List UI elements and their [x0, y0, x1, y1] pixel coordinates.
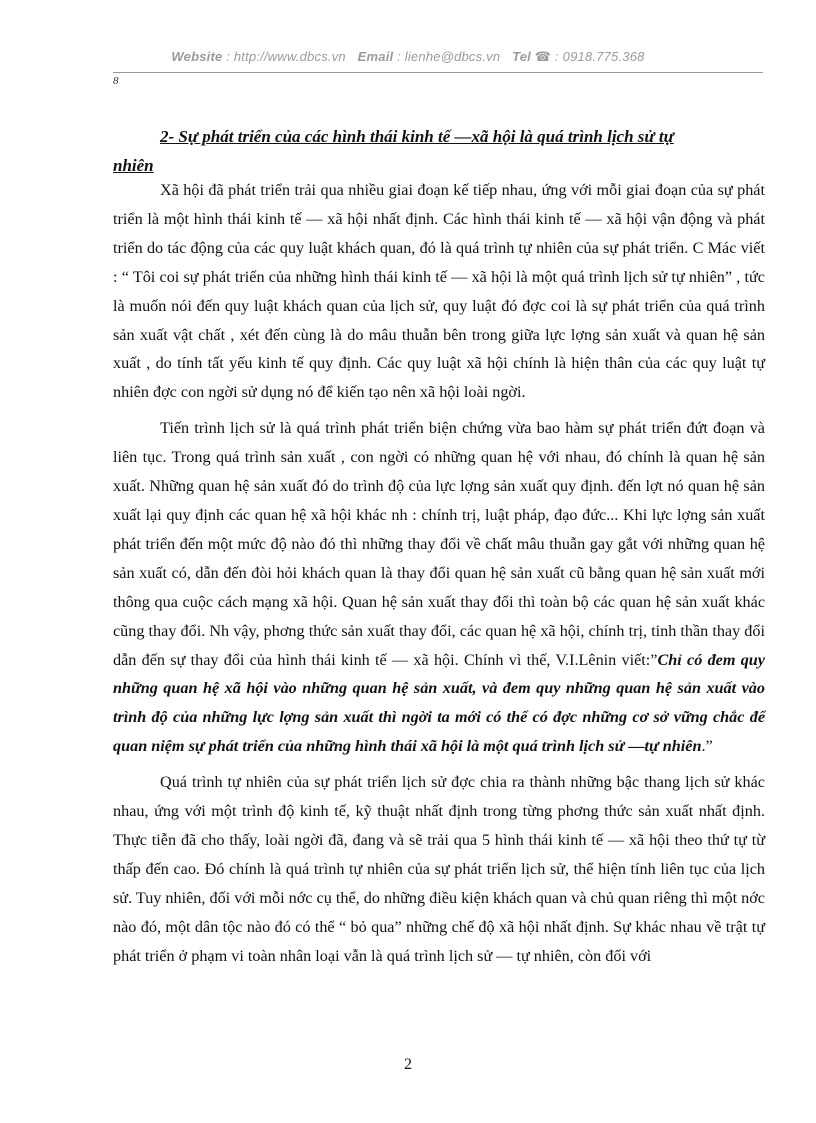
tel-label: Tel ☎ [512, 49, 552, 64]
paragraph-3: Quá trình tự nhiên của sự phát triển lịch sử đợc chia ra thành những bậc thang lịch sử khác nhau, ứng với một trình độ kinh tế, kỹ thuật nhất định trong từng phơng thức sản xuất nhất định. Thực tiễn đã cho thấy, loài ngời đã, đang và sẽ trải qua 5 hình thái kinh tế — xã hội theo thứ tự từ thấp đến cao. Đó chính là quá trình tự nhiên của sự phát triển lịch sử, thể hiện tính liên tục của lịch sử. Tuy nhiên, đối với mỗi nớc cụ thể, do những điều kiện khách quan và chủ quan riêng thì một nớc nào đó, một dân tộc nào đó có thể “ bỏ qua” những chế độ xã hội nhất định. Sự khác nhau về trật tự phát triển ở phạm vi toàn nhân loại vẫn là quá trình lịch sử — tự nhiên, còn đối với [113, 773, 765, 965]
heading-line-1: 2- Sự phát triển của các hình thái kinh tế —xã hội là quá trình lịch sử tự [160, 127, 674, 146]
header-divider [113, 72, 763, 73]
document-body [113, 176, 765, 970]
website-label: Website [171, 49, 223, 64]
tel-value: : 0918.775.368 [555, 49, 645, 64]
email-label: Email [357, 49, 394, 64]
heading-line-2: nhiên [113, 156, 154, 175]
website-value: : http://www.dbcs.vn [226, 49, 346, 64]
page-number: 2 [404, 1056, 412, 1073]
top-page-mark: 8 [113, 75, 119, 87]
quote-end: .” [701, 737, 713, 756]
paragraph-2 [113, 414, 765, 761]
section-heading [113, 122, 765, 180]
document-header [0, 49, 816, 65]
paragraph-2-text: Tiến trình lịch sử là quá trình phát triển biện chứng vừa bao hàm sự phát triển đứt đoạn và liên tục. Trong quá trình sản xuất , con ngời có những quan hệ với nhau, đó chính là quan hệ sản xuất. Những quan hệ sản xuất đó do trình độ của lực lợng sản xuất quy định. đến lợt nó quan hệ sản xuất lại quy định các quan hệ xã hội khác nh : chính trị, luật pháp, đạo đức... Khi lực lợng sản xuất phát triển đến một mức độ nào đó thì những thay đổi về chất mâu thuẫn gay gắt với những quan hệ sản xuất có, dẫn đến đòi hỏi khách quan là thay đổi quan hệ sản xuất cũ bằng quan hệ sản xuất mới thông qua cuộc cách mạng xã hội. Quan hệ sản xuất thay đổi thì toàn bộ các quan hệ sản xuất khác cũng thay đổi. Nh vậy, phơng thức sản xuất thay đổi, các quan hệ xã hội, chính trị, tinh thần thay đổi dẫn đến sự thay đổi của hình thái kinh tế — xã hội. Chính vì thế, V.I.Lênin viết:” [113, 419, 765, 669]
paragraph-1: Xã hội đã phát triển trải qua nhiều giai đoạn kế tiếp nhau, ứng với mỗi giai đoạn của sự phát triển là một hình thái kinh tế — xã hội nhất định. Các hình thái kinh tế — xã hội vận động và phát triển do tác động của các quy luật khách quan, đó là quá trình tự nhiên của sự phát triển. C Mác viết : “ Tôi coi sự phát triển của những hình thái kinh tế — xã hội là một quá trình lịch sử tự nhiên” , tức là muốn nói đến quy luật khách quan của lịch sử, quy luật đó đợc coi là sự phát triển của quá trình sản xuất vật chất , xét đến cùng là do mâu thuẫn bên trong giữa lực lợng sản xuất và quan hệ sản xuất , do tính tất yếu kinh tế quy định. Các quy luật xã hội chính là hiện thân của các quy luật tự nhiên đợc con ngời sử dụng nó để kiến tạo nên xã hội loài ngời. [113, 181, 765, 402]
lenin-quote: Chỉ có đem quy những quan hệ xã hội vào những quan hệ sản xuất, và đem quy những quan hệ sản xuất vào trình độ của những lực lợng sản xuất thì ngời ta mới có thể có đợc những cơ sở vững chắc để quan niệm sự phát triển của những hình thái xã hội là một quá trình lịch sử —tự nhiên [113, 650, 765, 756]
email-value: : lienhe@dbcs.vn [397, 49, 501, 64]
